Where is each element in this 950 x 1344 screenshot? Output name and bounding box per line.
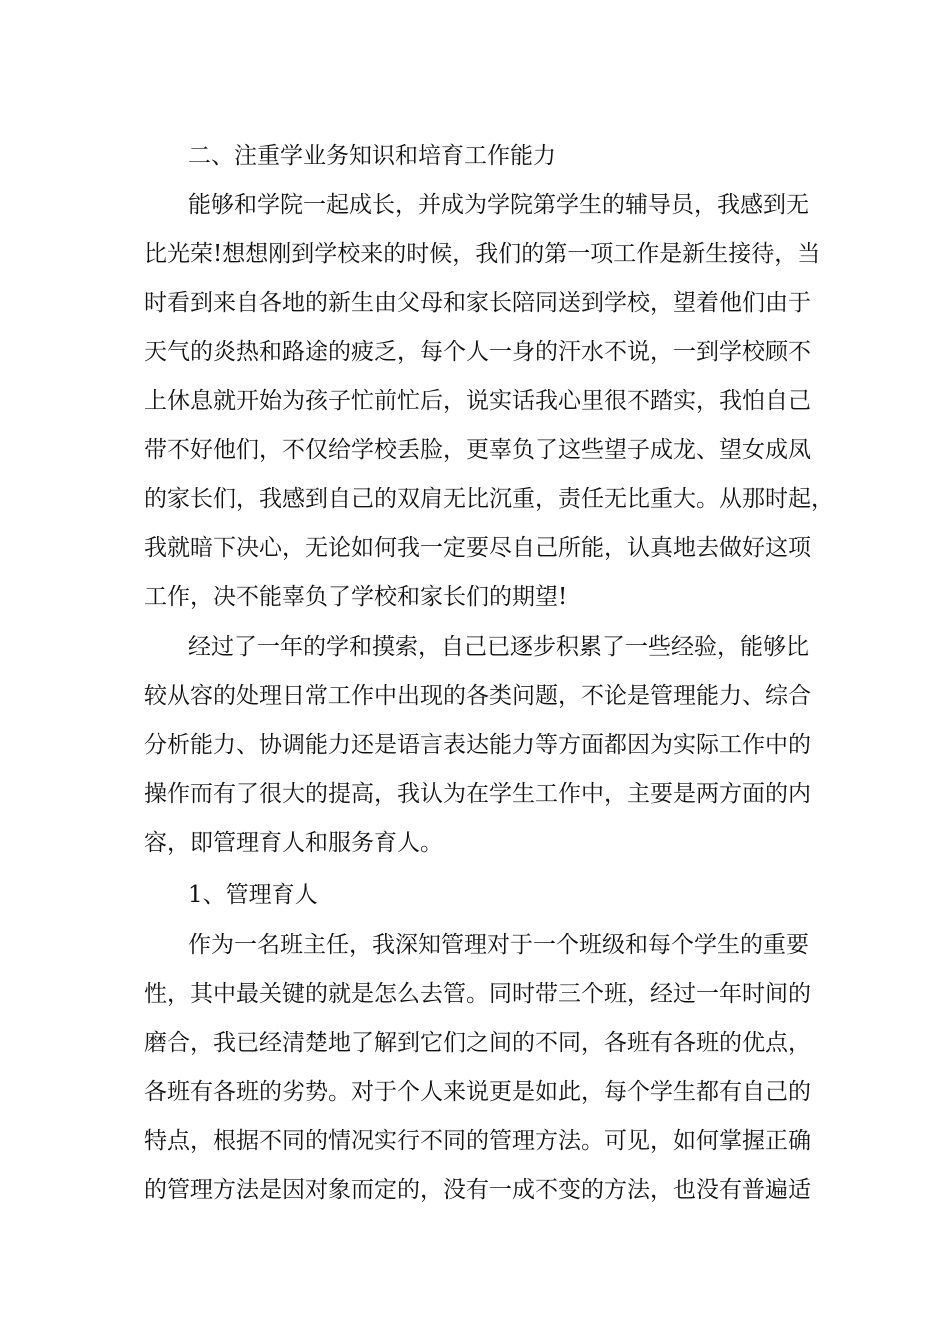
text-line: 能够和学院一起成长，并成为学院第学生的辅导员，我感到无 <box>188 192 809 218</box>
text-line: 特点，根据不同的情况实行不同的管理方法。可见，如何掌握正确 <box>144 1128 811 1154</box>
text-line: 时看到来自各地的新生由父母和家长陪同送到学校，望着他们由于 <box>144 290 811 316</box>
text-line: 较从容的处理日常工作中出现的各类问题，不论是管理能力、综合 <box>144 683 811 709</box>
text-line: 经过了一年的学和摸索，自己已逐步积累了一些经验，能够比 <box>188 634 809 660</box>
text-line: 上休息就开始为孩子忙前忙后，说实话我心里很不踏实，我怕自己 <box>144 388 811 414</box>
text-line: 性，其中最关键的就是怎么去管。同时带三个班，经过一年时间的 <box>144 981 811 1007</box>
text-line: 比光荣!想想刚到学校来的时候，我们的第一项工作是新生接待，当 <box>144 241 821 267</box>
text-line: 作为一名班主任，我深知管理对于一个班级和每个学生的重要 <box>188 932 809 958</box>
text-line: 的管理方法是因对象而定的，没有一成不变的方法，也没有普遍适 <box>144 1177 811 1203</box>
subsection-heading: 1、管理育人 <box>188 882 318 908</box>
text-line: 带不好他们，不仅给学校丢脸，更辜负了这些望子成龙、望女成凤 <box>144 437 811 463</box>
text-line: 磨合，我已经清楚地了解到它们之间的不同，各班有各班的优点， <box>144 1030 811 1056</box>
text-line: 的家长们，我感到自己的双肩无比沉重，责任无比重大。从那时起， <box>144 486 834 512</box>
text-line: 分析能力、协调能力还是语言表达能力等方面都因为实际工作中的 <box>144 732 811 758</box>
text-line: 容，即管理育人和服务育人。 <box>144 830 443 856</box>
section-heading: 二、注重学业务知识和培育工作能力 <box>188 143 556 169</box>
text-line: 工作，决不能辜负了学校和家长们的期望! <box>144 584 568 610</box>
text-line: 我就暗下决心，无论如何我一定要尽自己所能，认真地去做好这项 <box>144 535 811 561</box>
text-line: 操作而有了很大的提高，我认为在学生工作中，主要是两方面的内 <box>144 781 811 807</box>
text-line: 天气的炎热和路途的疲乏，每个人一身的汗水不说，一到学校顾不 <box>144 339 811 365</box>
text-line: 各班有各班的劣势。对于个人来说更是如此，每个学生都有自己的 <box>144 1079 811 1105</box>
